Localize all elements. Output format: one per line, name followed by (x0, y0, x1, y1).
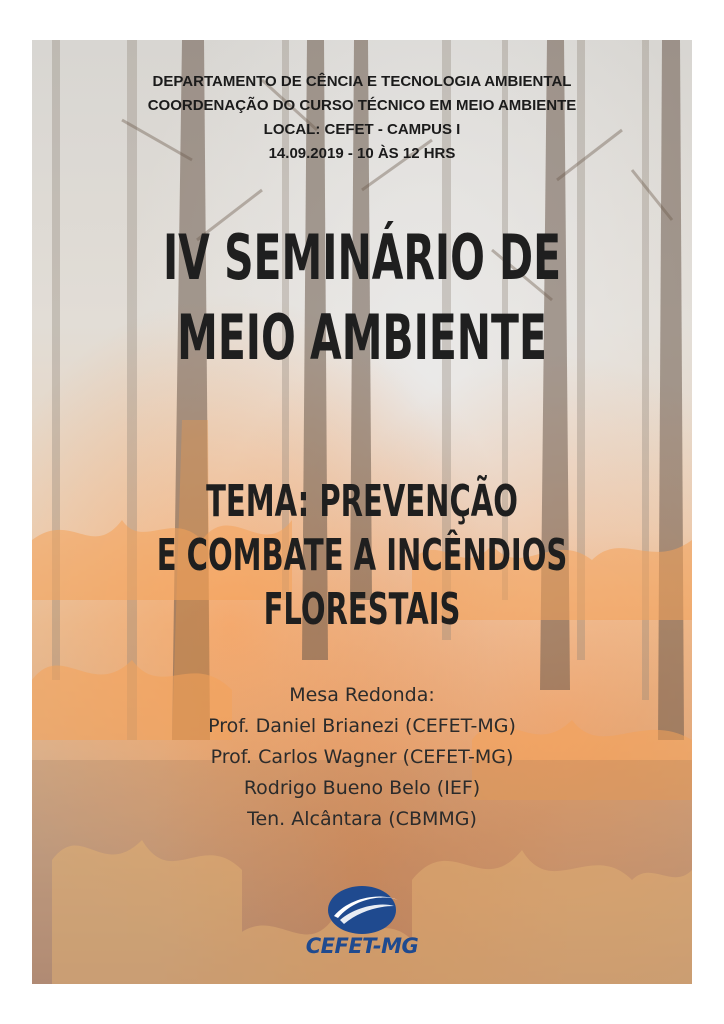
speaker-item: Ten. Alcântara (CBMMG) (247, 808, 477, 830)
speaker-item: Prof. Carlos Wagner (CEFET-MG) (210, 746, 514, 768)
event-theme-line-3: FLORESTAIS (263, 584, 461, 635)
event-theme (144, 475, 580, 637)
header-block (32, 70, 692, 166)
department-name: DEPARTAMENTO DE CÊNCIA E TECNOLOGIA AMBIENTAL (152, 73, 572, 90)
course-coordination: COORDENAÇÃO DO CURSO TÉCNICO EM MEIO AMBIENTE (147, 97, 577, 114)
round-table-panel (32, 680, 692, 835)
panel-heading: Mesa Redonda: (289, 684, 435, 706)
poster (32, 40, 692, 984)
event-location: LOCAL: CEFET - CAMPUS I (263, 121, 461, 138)
event-title-line-2: MEIO AMBIENTE (177, 301, 547, 374)
event-title (144, 218, 580, 378)
logo-text: CEFET-MG (305, 934, 419, 958)
event-theme-line-1: TEMA: PREVENÇÃO (206, 476, 518, 527)
event-title-line-1: IV SEMINÁRIO DE (162, 221, 562, 294)
text-layer (32, 40, 692, 984)
event-date-time: 14.09.2019 - 10 ÀS 12 HRS (268, 145, 456, 162)
speaker-item: Prof. Daniel Brianezi (CEFET-MG) (208, 715, 516, 737)
cefet-logo-icon (294, 880, 430, 940)
cefet-mg-logo (294, 880, 430, 970)
event-theme-line-2: E COMBATE A INCÊNDIOS (156, 530, 568, 581)
speaker-item: Rodrigo Bueno Belo (IEF) (243, 777, 481, 799)
